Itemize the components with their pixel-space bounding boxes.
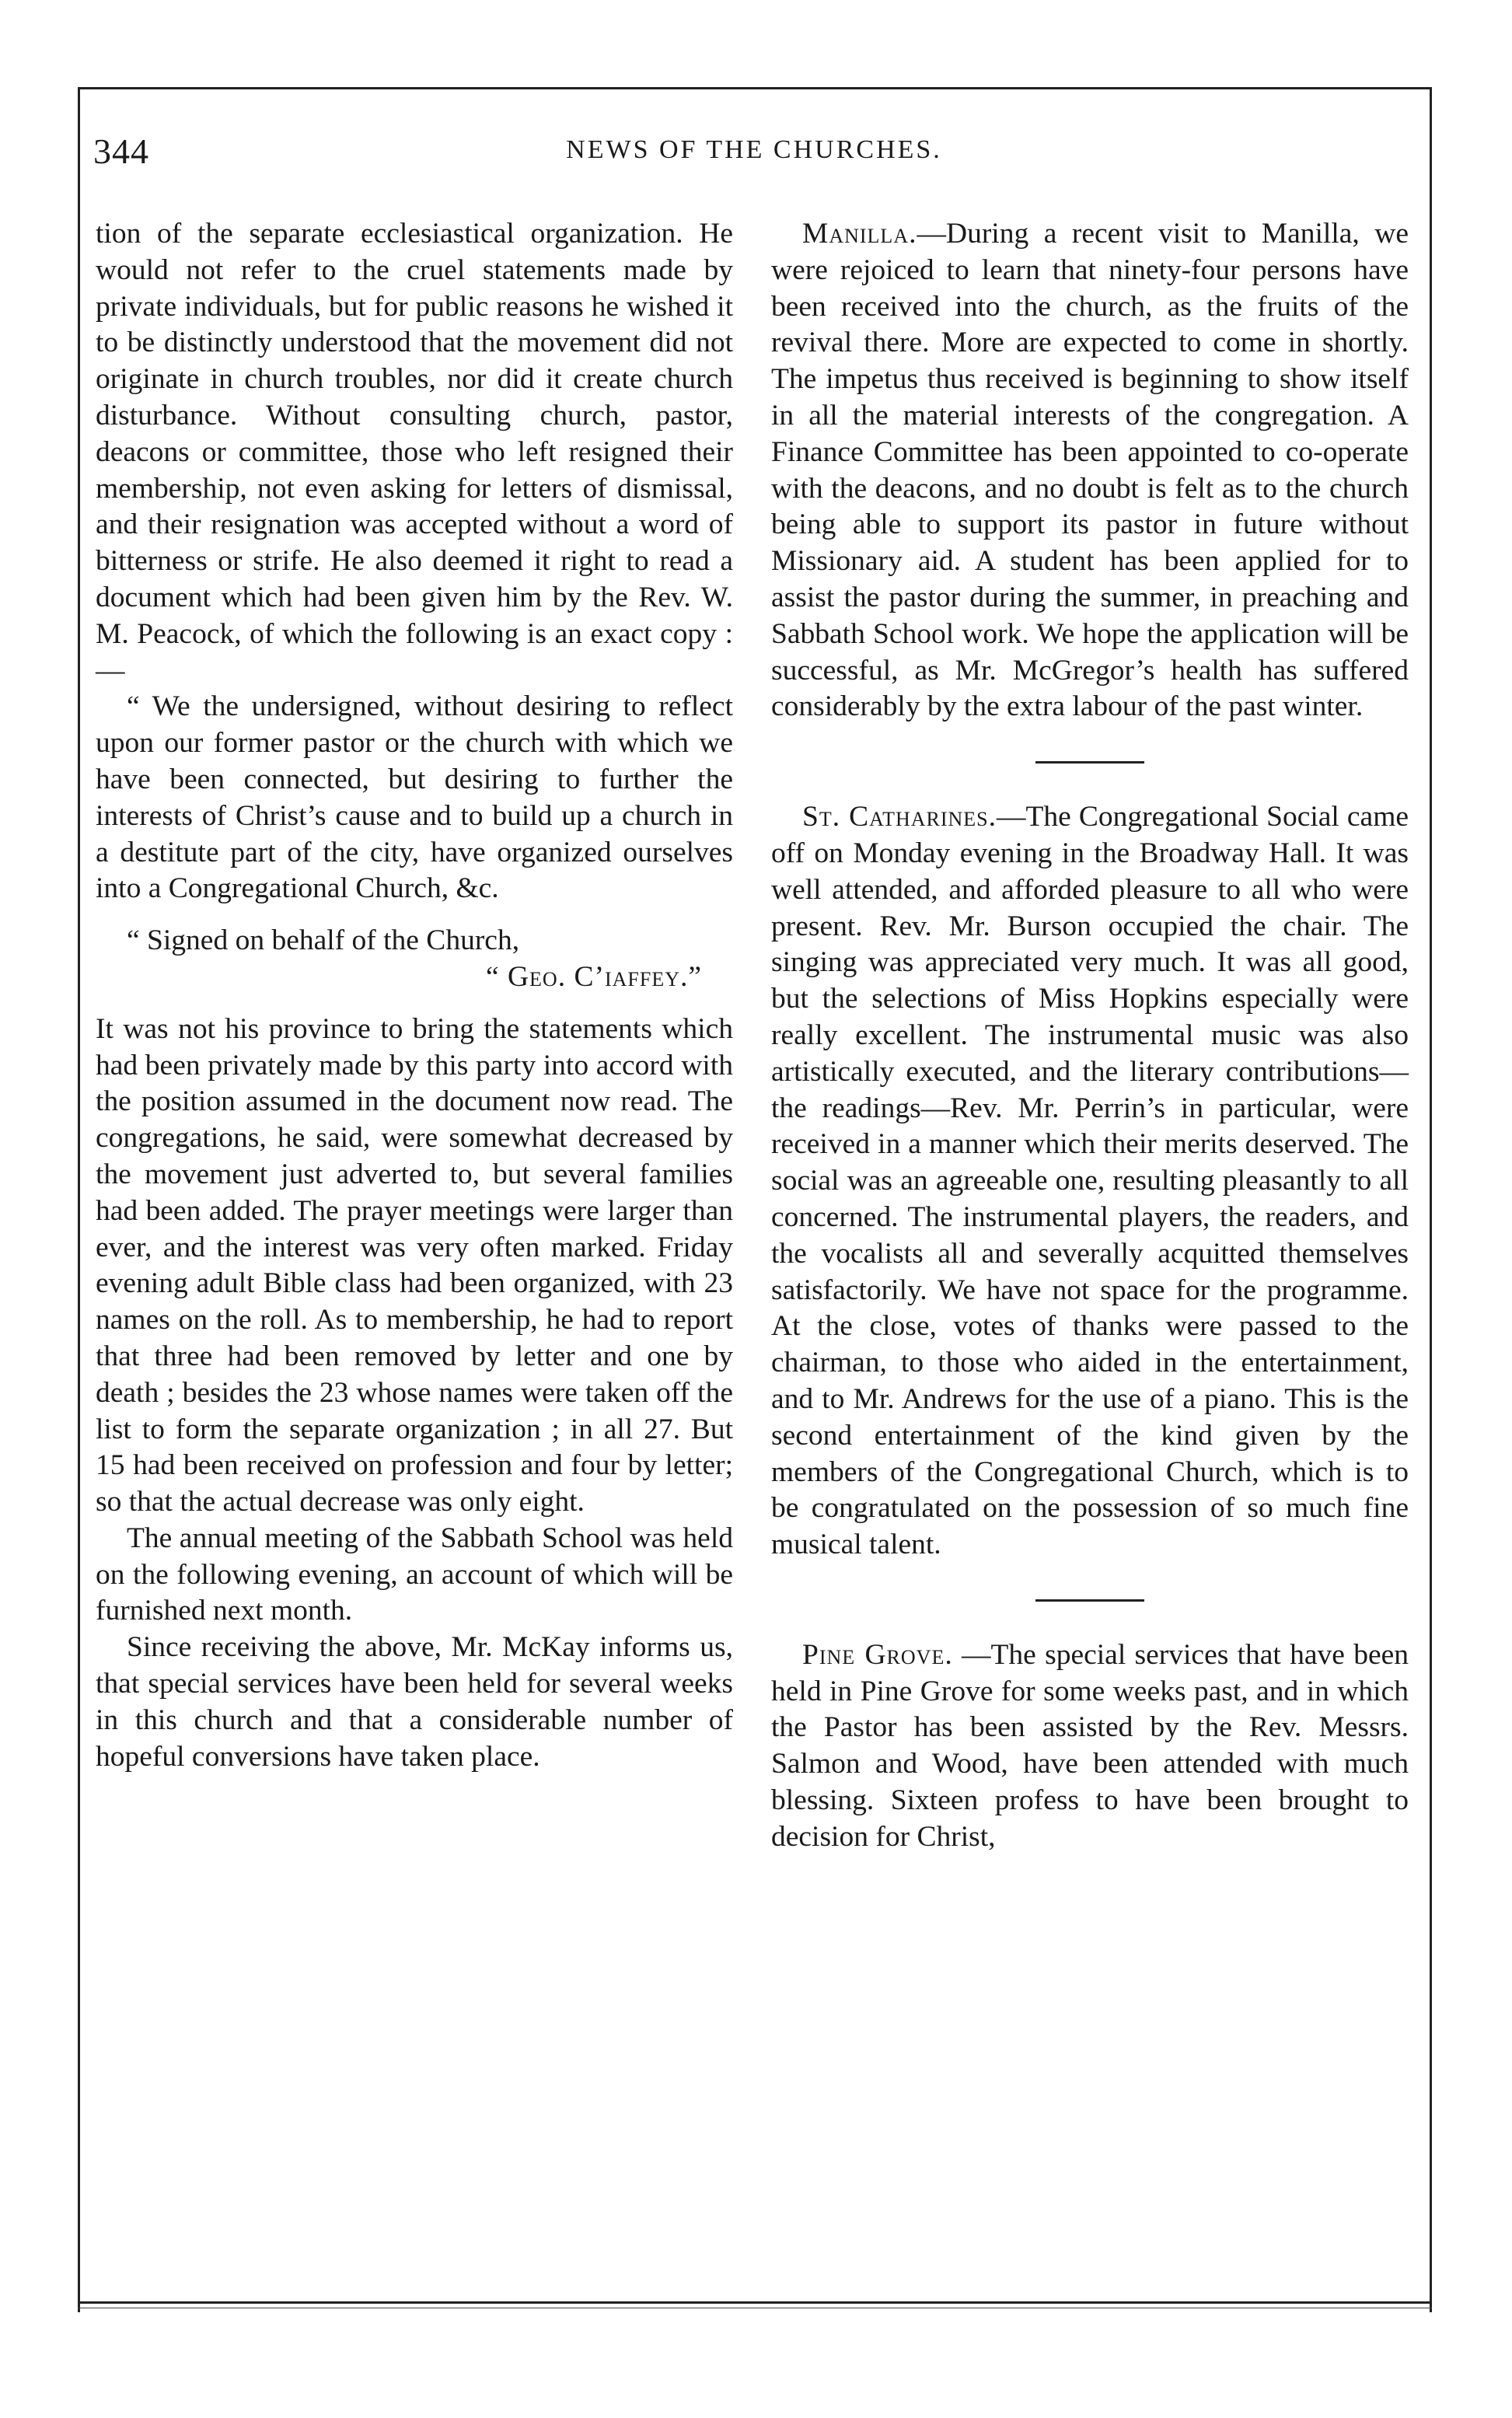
paragraph-membership: It was not his province to bring the statements which had been privately made by this party into accord with the position assumed in the document now read. The congregations, he said, were somewhat decreased by the movement just adverted to, but several families had been added. The prayer meetings were larger than ever, and the interest was very often marked. Friday evening adult Bible class had been organized, with 23 names on the roll. As to membership, he had to report that three had been removed by letter and one by death ; besides the 23 whose names were taken off the list to form the separate organization ; in all 27. But 15 had been received on profession and four by letter; so that the actual decrease was only eight. xyxy=(96,1012,733,1518)
article-body: —During a recent visit to Manilla, we were rejoiced to learn that ninety-four persons have been received into the church, as the fruits of the revival there. More are expected to come in shortly. The impetus thus received is beginning to show itself in all the material interests of the congregation. A Finance Committee has been appointed to co-operate with the deacons, and no doubt is felt as to the church being able to support its pastor in future without Missionary aid. A student has been applied for to assist the pastor during the summer, in preaching and Sabbath School work. We hope the application will be successful, as Mr. McGregor’s health has suffered considerably by the extra labour of the past winter. xyxy=(771,218,1409,723)
running-title: NEWS OF THE CHURCHES. xyxy=(566,135,942,164)
paragraph-sabbath-school: The annual meeting of the Sabbath School was held on the following evening, an account of which will be furnished next month. xyxy=(96,1522,733,1627)
spacer xyxy=(96,907,733,923)
left-column xyxy=(96,216,733,1775)
article-pine-grove xyxy=(771,1637,1409,1856)
section-divider xyxy=(1035,761,1144,763)
article-heading: Manilla. xyxy=(802,218,917,250)
page-header xyxy=(93,131,1415,177)
article-st-catharines xyxy=(771,799,1409,1564)
article-heading: Pine Grove. xyxy=(802,1638,953,1671)
bottom-rule xyxy=(78,2301,1432,2304)
paragraph-continuation: tion of the separate ecclesiastical organization. He would not refer to the cruel statements made by private individuals, but for public reasons he wished it to be distinctly understood that the movement did not originate in church troubles, nor did it create church disturbance. Without consulting church, pastor, deacons or committee, those who left resigned their membership, not even asking for letters of dismissal, and their resignation was accepted without a word of bitterness or strife. He also deemed it right to read a document which had been given him by the Rev. W. M. Peacock, of which the following is an exact copy :— xyxy=(96,218,733,687)
article-body: —The special services that have been held in Pine Grove for some weeks past, and in which the Pastor has been assisted by the Rev. Messrs. Salmon and Wood, have been attended with much blessing. Sixteen profess to have been brought to decision for Christ, xyxy=(771,1638,1409,1853)
quoted-document: “ We the undersigned, without desiring to reflect upon our former pastor or the church with which we have been connected, but desiring to further the interests of Christ’s cause and to build up a church in a destitute part of the city, have organized ourselves into a Congregational Church, &c. xyxy=(96,690,733,905)
spacer xyxy=(96,996,733,1012)
article-manilla xyxy=(771,216,1409,725)
signature: “ Geo. C’iaffey.” xyxy=(485,960,702,993)
right-column xyxy=(771,216,1409,1856)
section-divider xyxy=(1035,1599,1144,1602)
page-number: 344 xyxy=(93,131,149,171)
article-body: —The Congregational Social came off on Monday evening in the Broadway Hall. It was well attended, and afforded pleasure to all who were present. Rev. Mr. Burson occupied the chair. The singing was appreciated very much. It was all good, but the selections of Miss Hopkins especially were really excellent. The instrumental music was also artistically executed, and the literary contributions—the readings—Rev. Mr. Perrin’s in particular, were received in a manner which their merits deserved. The social was an agreeable one, resulting pleasantly to all concerned. The instrumental players, the readers, and the vocalists all and severally acquitted themselves satisfactorily. We have not space for the programme. At the close, votes of thanks were passed to the chairman, to those who aided in the entertainment, and to Mr. Andrews for the use of a piano. This is the second entertainment of the kind given by the members of the Congregational Church, which is to be congratulated on the possession of so much fine musical talent. xyxy=(771,801,1409,1561)
signed-line: “ Signed on behalf of the Church, xyxy=(127,924,520,957)
paragraph-special-services: Since receiving the above, Mr. McKay informs us, that special services have been held for several weeks in this church and that a considerable number of hopeful conversions have taken place. xyxy=(96,1631,733,1773)
article-heading: St. Catharines. xyxy=(802,801,997,833)
